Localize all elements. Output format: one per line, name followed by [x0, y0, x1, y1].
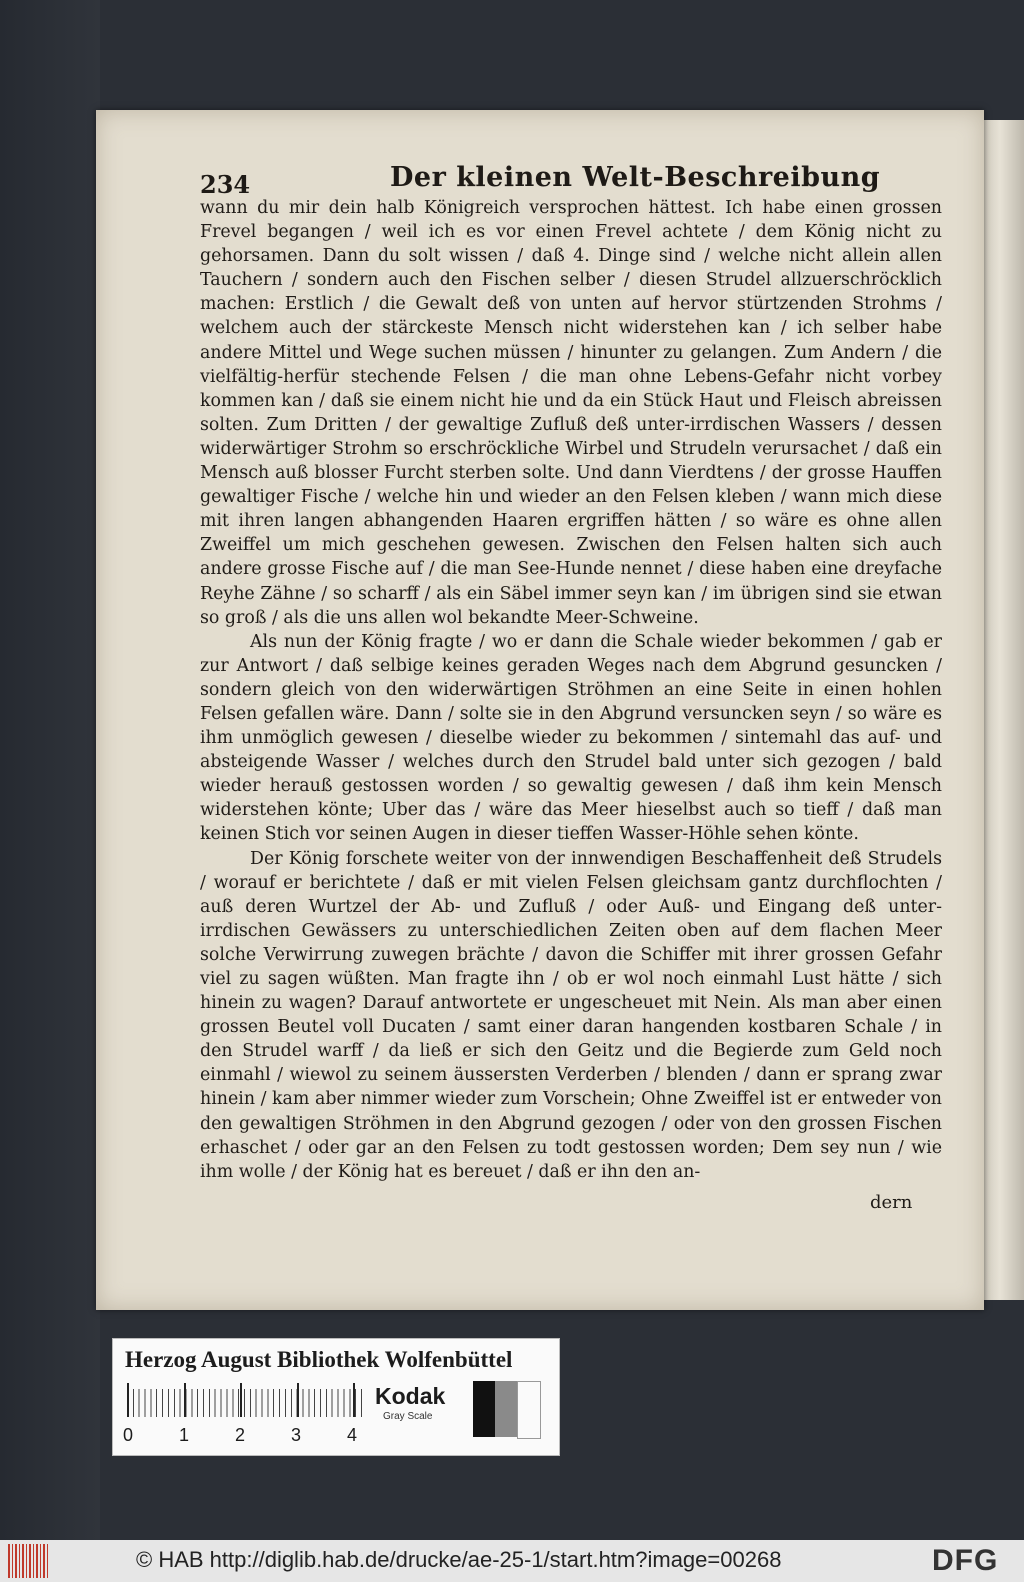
barcode-icon [8, 1544, 48, 1578]
page-number: 234 [200, 170, 251, 199]
next-page-edge [984, 120, 1024, 1300]
ruler-number: 2 [235, 1425, 246, 1445]
gray-scale-label: Gray Scale [383, 1411, 433, 1422]
gray-patch-black [473, 1381, 495, 1437]
dfg-logo: DFG [932, 1544, 999, 1577]
paragraph-2: Als nun der König fragte / wo er dann die Schale wieder bekommen / gab er zur Antwort / daß selbige keines geraden Weges nach dem Abgrund gesuncken / sondern gleich von den widerwärtigen Ströhmen an eine Seite in einen hohlen Felsen gefallen wäre. Dann / solte sie in den Abgrund versuncken seyn / so wäre es ihm unmöglich gewesen / dieselbe wieder zu bekommen / sintemahl das auf- und absteigende Wasser / welches durch den Strudel bald unter sich gezogen / bald wieder herauß gestossen worden / so gewaltig gewesen / daß ihm kein Mensch widerstehen könte; Uber das / wäre das Meer hieselbst auch so tieff / daß man keinen Stich vor seinen Augen in dieser tieffen Wasser-Höhle sehen könte. [200, 631, 942, 845]
running-title: Der kleinen Welt-Beschreibung [390, 162, 881, 193]
ruler-number: 3 [291, 1425, 302, 1445]
paragraph-1: wann du mir dein halb Königreich versprochen hättest. Ich habe einen grossen Frevel begangen / weil ich es vor einen Frevel achtete / dem König nicht zu gehorsamen. Dann du solt wissen / daß 4. Dinge sind / welche nicht allein allen Tauchern / sondern auch den Fischen selber / diesen Strudel allzuerschröcklich machen: Erstlich / die Gewalt deß von unten auf hervor stürtzenden Strohms / welchem auch der stärckeste Mensch nicht widerstehen kan / ich selber habe andere Mittel und Wege suchen müssen / hinunter zu gelangen. Zum Andern / die vielfältig-herfür stechende Felsen / die man ohne Lebens-Gefahr nicht vorbey kommen kan / daß sie einem nicht hie und da ein Stück Haut und Fleisch abreissen solten. Zum Dritten / der gewaltige Zufluß deß unter-irrdischen Wassers / dessen widerwärtiger Strohm so erschröckliche Wirbel und Strudeln verursachet / daß ein Mensch auß blosser Furcht sterben solte. Und dann Vierdtens / der grosse Hauffen gewaltiger Fische / welche hin und wieder an den Felsen kleben / wann mich diese mit ihren langen abhangenden Haaren ergriffen hätten / so wäre es ohne allen Zweiffel um mich geschehen gewesen. Zwischen den Felsen halten sich auch andere grosse Fische auf / die man See-Hunde nennet / diese haben eine dreyfache Reyhe Zähne / so scharff / als ein Säbel immer seyn kan / im übrigen sind sie etwan so groß / als die uns allen wol bekandte Meer-Schweine. [200, 198, 942, 628]
footer-bar [0, 1540, 1024, 1582]
ruler-number: 4 [347, 1425, 358, 1445]
scan-background [0, 0, 100, 1540]
ruler-major-tick [297, 1383, 299, 1417]
ruler-number: 0 [123, 1425, 134, 1445]
ruler-major-tick [127, 1383, 129, 1417]
ruler-major-tick [353, 1383, 355, 1417]
catchword: dern [870, 1192, 913, 1213]
page-body [200, 196, 942, 1184]
footer-credit: © HAB http://diglib.hab.de/drucke/ae-25-1/start.htm?image=00268 [136, 1547, 782, 1572]
ruler-number: 1 [179, 1425, 190, 1445]
library-name: Herzog August Bibliothek Wolfenbüttel [125, 1347, 513, 1372]
ruler-major-tick [240, 1383, 242, 1417]
ruler-major-tick [184, 1383, 186, 1417]
calibration-card [112, 1338, 560, 1456]
gray-patch-mid [495, 1381, 517, 1437]
paragraph-3: Der König forschete weiter von der innwendigen Beschaffenheit deß Strudels / worauf er berichtete / daß er mit vielen Felsen gleichsam gantz durchflochten / auß deren Wurtzel der Ab- und Zufluß / oder Auß- und Eingang deß unter-irrdischen Gewässers zu unterschiedlichen Zeiten oben auf dem flachen Meer solche Verwirrung zuwegen brächte / davon die Schiffer mit ihrer grossen Gefahr viel zu sagen wüßten. Man fragte ihn / ob er wol noch einmahl Lust hätte / sich hinein zu wagen? Darauf antwortete er ungescheuet mit Nein. Als man aber einen grossen Beutel voll Ducaten / samt einer daran hangenden kostbaren Schale / in den Strudel warff / da ließ er sich den Geitz und die Begierde zum Geld noch einmahl / wiewol zu seinem äussersten Verderben / blenden / dann er sprang zwar hinein / kam aber nimmer wieder zum Vorschein; Ohne Zweiffel ist er entweder von den gewaltigen Ströhmen in den Abgrund gezogen / oder von den grossen Fischen erhaschet / oder gar an den Felsen zu todt gestossen worden; Dem sey nun / wie ihm wolle / der König hat es bereuet / daß er ihn den an- [200, 848, 942, 1182]
gray-patch-white [517, 1381, 541, 1439]
ruler-ticks [127, 1389, 363, 1417]
kodak-logo: Kodak [375, 1383, 446, 1409]
